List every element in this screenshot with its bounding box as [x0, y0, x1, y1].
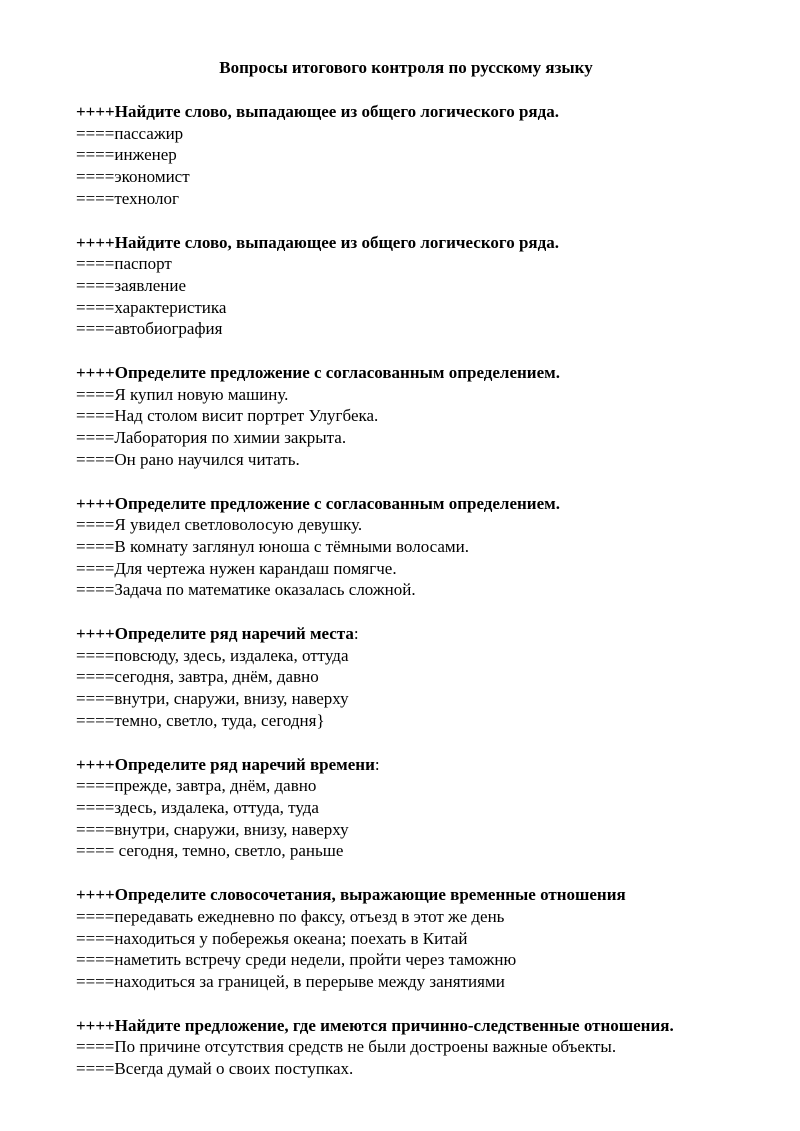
question-prompt-suffix: : — [353, 624, 359, 644]
question-prompt — [76, 1015, 766, 1037]
question-block — [76, 884, 766, 993]
question-prompt — [76, 362, 766, 384]
answer-option: ====экономист — [76, 167, 190, 187]
answer-option: ====внутри, снаружи, внизу, наверху — [76, 819, 349, 839]
answer-option: ====Задача по математике оказалась сложной. — [76, 580, 416, 600]
answer-option: ====внутри, снаружи, внизу, наверху — [76, 689, 349, 709]
answer-option: ====автобиография — [76, 319, 223, 339]
question-prompt-text: ++++Определите ряд наречий времени — [76, 754, 375, 774]
answer-option: ====находиться у побережья океана; поехать в Китай — [76, 928, 468, 948]
question-prompt — [76, 232, 766, 254]
question-prompt-text: ++++Определите ряд наречий места — [76, 624, 354, 644]
answer-option: ====пассажир — [76, 123, 184, 143]
question-prompt-text: ++++Найдите предложение, где имеются причинно-следственные отношения. — [76, 1015, 674, 1035]
answer-option: ====наметить встречу среди недели, пройти через таможню — [76, 950, 517, 970]
answer-option: ====темно, светло, туда, сегодня} — [76, 710, 325, 730]
answer-option: ====Над столом висит портрет Улугбека. — [76, 406, 379, 426]
question-block — [76, 101, 766, 210]
answer-option: ====заявление — [76, 275, 187, 295]
document-page — [76, 56, 766, 1102]
question-prompt — [76, 101, 766, 123]
question-prompt-text: ++++Найдите слово, выпадающее из общего логического ряда. — [76, 102, 559, 121]
document-title: Вопросы итогового контроля по русскому языку — [219, 58, 593, 77]
answer-option: ====Для чертежа нужен карандаш помягче. — [76, 558, 397, 578]
answer-option: ====Он рано научился читать. — [76, 449, 300, 469]
question-prompt — [76, 623, 766, 645]
question-block — [76, 232, 766, 341]
question-prompt-text: ++++Определите предложение с согласованным определением. — [76, 363, 560, 383]
answer-option: ====паспорт — [76, 254, 172, 274]
question-prompt — [76, 754, 766, 776]
answer-option: ====здесь, издалека, оттуда, туда — [76, 797, 319, 817]
answer-option: ====сегодня, завтра, днём, давно — [76, 667, 319, 687]
question-block — [76, 754, 766, 863]
answer-option: ====находиться за границей, в перерыве между занятиями — [76, 971, 505, 991]
question-prompt-suffix: : — [374, 754, 380, 774]
answer-option: ==== сегодня, темно, светло, раньше — [76, 841, 344, 861]
question-prompt — [76, 884, 766, 906]
answer-option: ====характеристика — [76, 297, 227, 317]
answer-option: ====По причине отсутствия средств не были достроены важные объекты. — [76, 1037, 617, 1057]
question-prompt-text: ++++Найдите слово, выпадающее из общего логического ряда. — [76, 232, 559, 252]
answer-option: ====технолог — [76, 188, 179, 208]
answer-option: ====инженер — [76, 145, 177, 165]
question-block — [76, 362, 766, 471]
answer-option: ====В комнату заглянул юноша с тёмными волосами. — [76, 536, 470, 556]
answer-option: ====Я купил новую машину. — [76, 384, 289, 404]
question-prompt — [76, 493, 766, 515]
question-block — [76, 623, 766, 732]
answer-option: ====повсюду, здесь, издалека, оттуда — [76, 645, 349, 665]
answer-option: ====передавать ежедневно по факсу, отъезд в этот же день — [76, 906, 505, 926]
question-prompt-text: ++++Определите предложение с согласованным определением. — [76, 493, 560, 513]
answer-option: ====Я увидел светловолосую девушку. — [76, 515, 363, 535]
question-prompt-text: ++++Определите словосочетания, выражающие временные отношения — [76, 885, 626, 905]
answer-option: ====прежде, завтра, днём, давно — [76, 776, 317, 796]
answer-option: ====Всегда думай о своих поступках. — [76, 1059, 354, 1079]
answer-option: ====Лаборатория по химии закрыта. — [76, 428, 347, 448]
question-block — [76, 1015, 766, 1080]
question-list — [76, 101, 766, 1080]
question-block — [76, 493, 766, 602]
